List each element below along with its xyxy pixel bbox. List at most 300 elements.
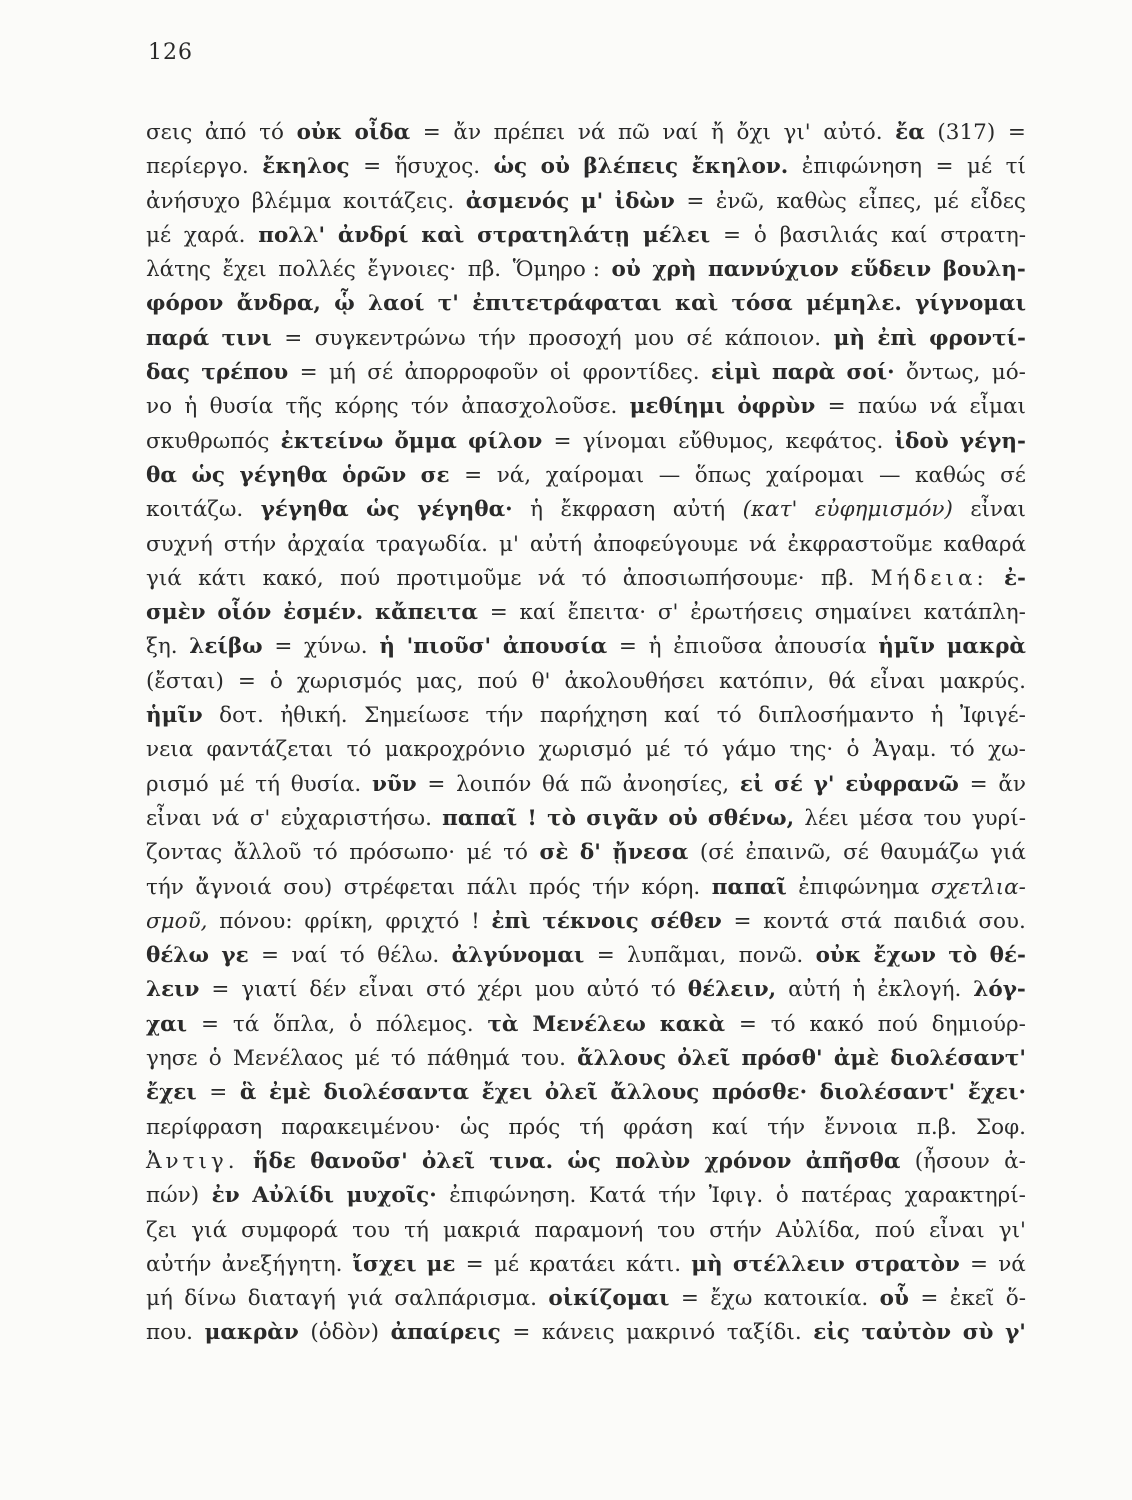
word: ἔχει· [967,1080,1026,1106]
word: ἄν [998,771,1026,797]
word: νά [748,531,777,557]
word: σ' [249,805,271,831]
word: = [738,1011,757,1037]
word: ἔχει [222,257,267,283]
word: πβ. [467,257,502,283]
word: = [723,222,742,248]
word: θέ- [989,943,1026,969]
word: αὐτό [586,977,640,1003]
word: θέλω. [377,943,440,969]
word: = [827,394,846,420]
word: ἀπαίρεις [390,1320,501,1346]
word: παπαῖ [711,874,787,900]
word: χαίρομαι [545,462,645,488]
word: κάνεις [541,1320,615,1346]
word: καὶ [675,291,719,317]
word: λείβω [189,634,263,660]
word: γιατί [241,977,298,1003]
word: προσοχή [528,325,622,351]
word: μυχοῖς· [346,1183,437,1209]
text-line [146,1282,1026,1316]
word: μου [634,325,675,351]
word: παρακειμένου· [281,1114,441,1140]
word: ὁρῶν [342,462,407,488]
word: στά [840,908,882,934]
word: ἀπουσία [502,634,608,660]
word: νεια [146,737,194,763]
word: του [923,805,962,831]
word: ! [471,908,480,934]
word: δέν [309,977,347,1003]
word: σέ [686,325,713,351]
word: Ἰφιγέ- [959,703,1026,729]
word: χωρισμός [296,668,403,694]
word: = [261,943,280,969]
text-line [146,150,1026,184]
word: σμὲν [146,600,206,626]
word: ἐν [211,1183,240,1209]
word: τό [683,737,709,763]
text-line [146,116,1026,150]
word: τινα. [489,1148,554,1174]
word: ἡμῖν [146,703,203,729]
word: οὐ [668,805,698,831]
word: λειν [146,977,200,1003]
word: ἀκολουθήσει [564,668,706,694]
word: τή [404,1217,429,1243]
word: τραγωδία. [375,531,488,557]
word: ὡς [493,154,528,180]
word: οὐ [540,154,570,180]
word: χαίρομαι [765,462,865,488]
word: μέ [493,1251,519,1277]
word: εὐφημισμόν) [814,497,953,523]
word: γι' [998,1217,1026,1243]
word: ἔκηλον. [691,154,789,180]
text-line [146,459,1026,493]
word: χαρακτηρί- [904,1183,1026,1209]
word: κοντά [763,908,830,934]
word: σέθεν [650,908,722,934]
word: πού [877,1011,918,1037]
word: καί [519,600,556,626]
word: τὰ [487,1011,519,1037]
word: ἔννοια [824,1114,898,1140]
word: τό [312,840,338,866]
word: μή [146,1286,173,1312]
word: ἀνδρί [337,222,409,248]
word: = [618,634,637,660]
word: ἀπορροφοῦν [404,360,539,386]
word: καί [663,703,701,729]
word: τό [716,703,742,729]
word: γιά [990,840,1026,866]
word: τῆς [285,394,323,420]
word: ἄν [453,120,482,145]
word: ἐκλογή. [877,977,962,1003]
word: σε [420,462,450,488]
word: Μενέλεω [532,1011,646,1037]
word: = [200,1011,219,1037]
text-line [146,425,1026,459]
word: σιγᾶν [586,805,659,831]
text-line [146,1076,1026,1110]
word: βουλη- [942,257,1026,283]
word: ὀλεῖ [544,1080,598,1106]
word: νῦν [371,771,417,797]
text-line [146,733,1026,767]
text-line [146,1042,1026,1076]
word: τινι [221,325,272,351]
word: θέλω [146,943,209,969]
word: = [211,977,230,1003]
word: εὔθυμος, [678,428,775,454]
word: τὸ [948,943,978,969]
word: καθαρά [943,531,1026,557]
word: σχετλια- [930,874,1026,900]
word: δοτ. [219,703,264,729]
word: ἀσμενός [465,188,570,214]
word: ἀποσιωπήσουμε· [622,565,805,591]
word: ὡς [366,497,400,523]
word: ταὐτὸν [861,1320,952,1346]
word: στό [426,977,466,1003]
word: πολὺν [615,1148,691,1174]
word: = [970,1251,989,1277]
word: τέκνοις [542,908,639,934]
word: (κατ' [742,497,798,523]
word: τήν [485,703,524,729]
word: χέρι [477,977,523,1003]
word: διολέσαντα [323,1080,470,1106]
word: λυπᾶμαι, [627,943,727,969]
word: χω- [988,737,1026,763]
word: = [596,943,615,969]
word: τό [581,565,607,591]
word: Μενέλαος [232,1046,344,1072]
text-line [146,1111,1026,1145]
word: μέ [933,188,959,214]
word: ἄλλους [577,1046,667,1072]
word: ἐκεῖ [949,1286,995,1312]
word: ἀποφεύγουμε [593,531,739,557]
word: Ἰφιγ. [708,1183,764,1209]
word: πρόσθε· [711,1080,808,1106]
word: ἡ [184,394,198,420]
word: σαλπάρισμα. [394,1286,537,1312]
word: ἐπιφώνημα [798,874,920,900]
word: σθένω, [707,805,795,831]
word: στρατηλάτῃ [477,222,631,248]
word: φίλον [468,428,543,454]
word: περίεργο. [146,154,249,180]
word: παρὰ [772,360,836,386]
word: τό [259,120,284,145]
word: θα [146,462,177,488]
text-line [146,1008,1026,1042]
word: ἡ [852,977,866,1003]
word: σ' [657,600,679,626]
word: πβ. [820,565,855,591]
word: μεθίημι [629,394,725,420]
word: πολλές [278,257,356,283]
word: νά, [496,462,532,488]
word: αὐτήν [146,1251,212,1277]
word: θ' [531,668,551,694]
word: καί [711,1114,749,1140]
word: σέ [774,771,804,797]
word: λέει [804,805,849,831]
word: χύνω. [304,634,368,660]
word: ἀπό [204,120,247,145]
word: εἶναι [146,805,202,831]
word: — [658,462,681,488]
word: τό [949,737,975,763]
word: γάμο [721,737,777,763]
word: χρόνον [704,1148,792,1174]
word: παιδιά [893,908,967,934]
word: μακρινό [626,1320,716,1346]
word: μ' [580,188,604,214]
text-line [146,493,1026,527]
text-line [146,219,1026,253]
word: π.β. [916,1114,957,1140]
word: σου) [283,874,333,900]
word: τὸ [547,805,576,831]
text-line [146,665,1026,699]
word: = [489,600,508,626]
word: Ὅμηρο : [512,257,600,283]
word: τρέπου [201,360,289,386]
word: στρατη- [940,222,1026,248]
word: φροντίδες. [582,360,700,386]
word: θά [542,771,570,797]
word: παννύχιον [707,257,839,283]
word: οἷόν [217,600,272,626]
word: εἰμὶ [711,360,761,386]
text-line [146,905,1026,939]
word: κἄπειτα [375,600,478,626]
word: μό- [991,360,1026,386]
word: κοιτάζεις. [342,188,455,214]
word: κακό [809,1011,864,1037]
word: νο [146,394,173,420]
word: μέ [146,222,172,248]
word: γι' [783,120,811,145]
word: σμοῦ, [146,908,208,934]
text-line [146,253,1026,287]
text-line [146,356,1026,390]
word: γησε [146,1046,198,1072]
word: παρήχηση [539,703,648,729]
word: γιά [146,565,182,591]
word: τήν [146,874,184,900]
word: κρατάει [529,1251,616,1277]
word: χαρά. [183,222,246,248]
word: = [209,1080,228,1106]
word: παύω [857,394,918,420]
word: ὄμμα [394,428,457,454]
word: μακρὰ [946,634,1026,660]
word: τήν [592,874,631,900]
word: Αὐλίδα, [775,1217,861,1243]
word: φράση [623,1114,693,1140]
word: στήν [709,1217,762,1243]
word: κεφάτος. [785,428,884,454]
word: τί [1005,154,1026,180]
word: πρέπει [493,120,566,145]
word: μέ [645,737,671,763]
word: ᾧ [334,291,355,317]
word: Ἀντιγ. [146,1148,239,1174]
word: μὴ [691,1251,723,1277]
word: ἠθική. [280,703,348,729]
word: πάθημά [426,1046,510,1072]
word: εὐφρανῶ [845,771,959,797]
word: ἀ- [1004,1148,1026,1174]
word: = [422,120,441,145]
word: ἀπασχολοῦσε. [461,394,618,420]
word: δ' [579,840,601,866]
word: πού [340,565,381,591]
word: μή [329,360,356,386]
word: μ' [498,531,519,557]
page-number: 126 [148,40,193,65]
word: ὅπλα, [273,1011,336,1037]
word: στρέφεται [343,874,456,900]
word: ἡ [379,634,395,660]
word: ὀλεῖ [677,1046,731,1072]
word: πόλεμος. [375,1011,474,1037]
word: μέ [354,1046,380,1072]
word: = [969,771,988,797]
word: ἐπιτετράφαται [472,291,662,317]
word: στρατὸν [854,1251,960,1277]
word: λαοί [368,291,425,317]
word: γιά [347,1286,383,1312]
word: εἶναι [929,1217,985,1243]
word: κακό, [262,565,324,591]
word: ὁ [846,737,860,763]
word: βασιλιάς [779,222,879,248]
word: = [363,154,382,180]
word: κάτι [198,565,247,591]
word: ὡς [567,1148,601,1174]
word: κάτι. [625,1251,682,1277]
word: σημαίνει [814,600,912,626]
word: θέλειν, [687,977,777,1003]
word: ἄνδρα, [236,291,321,317]
text-line [146,1179,1026,1213]
word: σκυθρωπός [146,428,270,454]
word: (σέ [699,840,735,866]
word: του [657,1217,696,1243]
word: πονῶ. [738,943,804,969]
word: κοιτάζω. [146,497,244,523]
word: σὺ [962,1320,994,1346]
word: γέγηθα· [417,497,513,523]
word: γε [221,943,249,969]
word: ταξίδι. [726,1320,802,1346]
word: ὁ [753,222,767,248]
word: γέγη- [959,428,1026,454]
word: τήν [478,325,516,351]
word: γιά [191,1217,228,1243]
word: ἐκτείνω [280,428,384,454]
word: Κατά [588,1183,646,1209]
word: Σημείωσε [364,703,470,729]
word: περίφραση [146,1114,263,1140]
word: εἶμαι [969,394,1026,420]
word: πών) [146,1183,200,1209]
word: γέγηθα [239,462,328,488]
word: (ἔσται) [146,668,224,694]
word: ἔπειτα· [567,600,647,626]
word: Σοφ. [975,1114,1026,1140]
word: μακροχρόνιο [384,737,526,763]
word: μέ [466,840,492,866]
word: χωρισμό [538,737,632,763]
word: ὀφρὺν [737,394,816,420]
word: πάλι [466,874,518,900]
word: μας, [416,668,464,694]
word: ἡ [930,703,944,729]
word: ! [527,805,537,831]
text-line [146,1248,1026,1282]
word: φρίκη, [304,908,374,934]
word: ἐπὶ [877,325,917,351]
word: ἐπιοῦσα [673,634,763,660]
word: οἱ [549,360,572,386]
word: ρισμό [146,771,209,797]
word: πατέρας [801,1183,893,1209]
word: αὐτή [788,977,841,1003]
word: = [465,1251,484,1277]
word: τόσα [731,291,793,317]
word: εὐχαριστήσω. [280,805,432,831]
word: ἡμῖν [878,634,935,660]
word: νά [577,120,606,145]
word: ναί [291,943,328,969]
word: προτιμοῦμε [396,565,522,591]
word: τό [651,977,676,1003]
word: = [680,1286,699,1312]
word: που. [146,1320,193,1346]
text-line [146,836,1026,870]
word: τόν [410,394,449,420]
word: = [553,428,572,454]
word: = [427,771,446,797]
word: τ' [437,291,459,317]
word: ἡ [530,497,544,523]
word: ἐρωτήσεις [690,600,804,626]
word: διαταγή [247,1286,336,1312]
word: = [274,634,293,660]
word: = [284,325,303,351]
word: ἐ- [1003,565,1026,591]
word: εἰς [813,1320,850,1346]
word: συγκεντρώνω [314,325,466,351]
word: ὁ [269,668,283,694]
word: με [426,1251,456,1277]
word: εἶναι [970,497,1026,523]
word: ὡς [191,462,225,488]
word: της· [789,737,834,763]
word: = [686,188,705,214]
word: συμφορά [241,1217,339,1243]
word: κατάπλη- [923,600,1026,626]
word: μὴ [833,325,865,351]
